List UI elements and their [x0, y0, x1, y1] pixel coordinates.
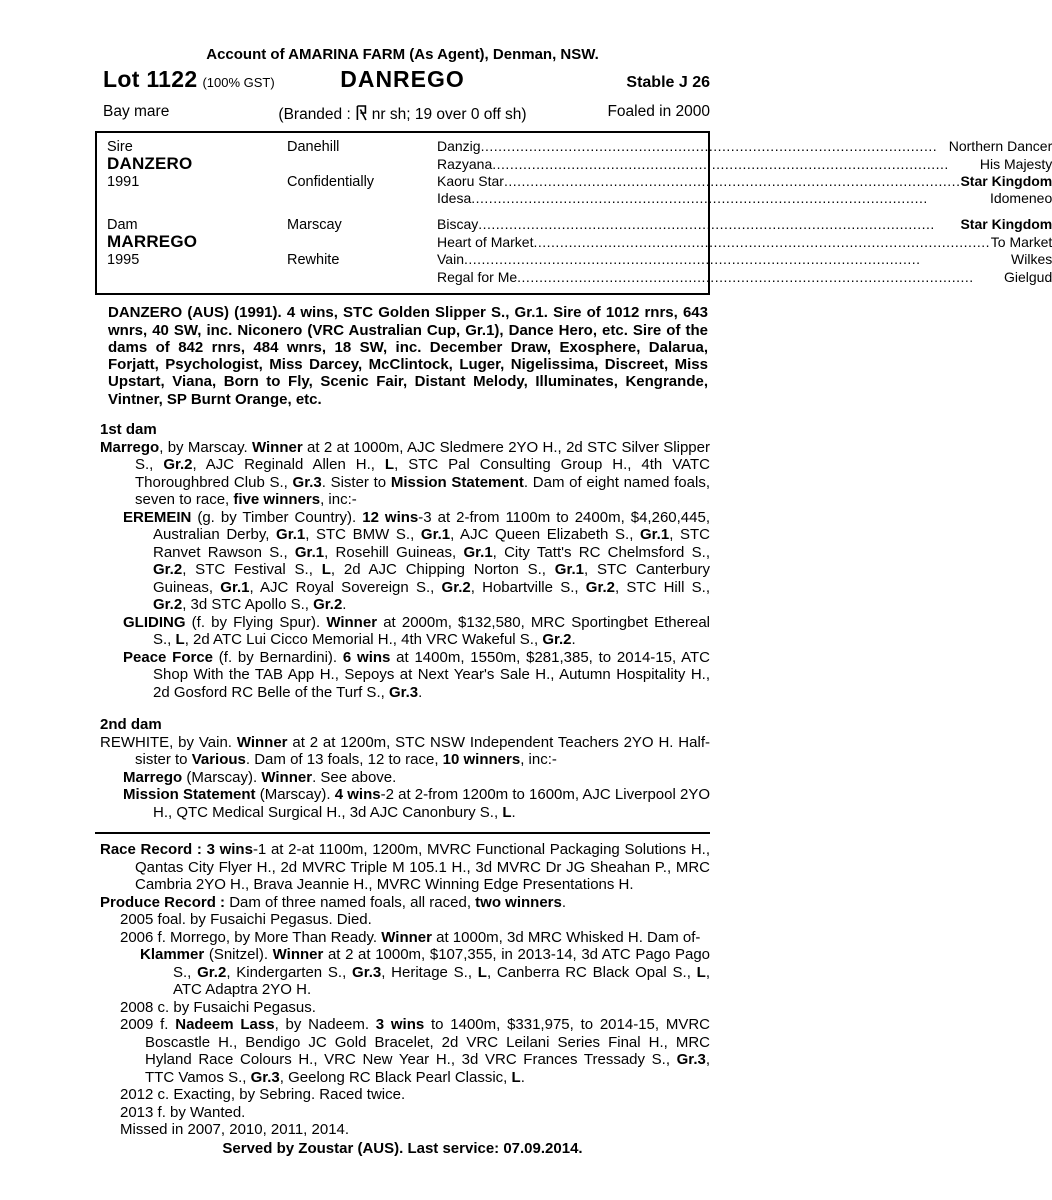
dam-dam: Rewhite [287, 252, 340, 269]
ancestor-name: Danzig [437, 137, 481, 154]
dam-year: 1995 [107, 252, 140, 269]
ancestor-row [437, 156, 1052, 174]
lot-header-row [95, 65, 710, 101]
ancestor-row [437, 173, 1052, 191]
produce-entry-2009: 2009 f. Nadeem Lass, by Nadeem. 3 wins to 1400m, $331,975, to 2014-15, MVRC Boscastle H., Bendigo JC Gold Bracelet, 2d VRC Leilani Series Final H., MRC Hyland Race Colours H., VRC New Year H., 3d VRC Frances Tressady S., Gr.3, TTC Vamos S., Gr.3, Geelong RC Black Pearl Classic, L. [120, 1016, 710, 1086]
ancestor-row [437, 269, 1052, 287]
race-record: Race Record : 3 wins-1 at 2-at 1100m, 1200m, MVRC Functional Packaging Solutions H., Qantas City Flyer H., 2d MVRC Triple M 105.1 H., 3d MVRC Dr JG Sheahan P., MRC Cambria 2YO H., Brava Jeannie H., MVRC Winning Edge Presentations H. [100, 841, 710, 894]
dam-label: Dam [107, 216, 138, 233]
brand-mark-icon [356, 105, 367, 121]
ancestor-parent: Northern Dancer [948, 137, 1052, 154]
first-dam-heading: 1st dam [100, 421, 157, 439]
colour-sex: Bay mare [103, 102, 170, 120]
horse-name: DANREGO [340, 65, 465, 92]
brand-prefix: (Branded : [278, 105, 351, 123]
section-divider [95, 832, 710, 834]
brand-suffix: nr sh; 19 over 0 off sh) [371, 105, 527, 123]
ancestor-name: Biscay [437, 215, 479, 232]
produce-entry-2005: 2005 foal. by Fusaichi Pegasus. Died. [120, 911, 372, 929]
ancestor-row [437, 251, 1052, 269]
foaled-year: Foaled in 2000 [607, 102, 710, 120]
dam-name: MARREGO [107, 232, 198, 252]
first-dam-peace-force: Peace Force (f. by Bernardini). 6 wins at 1400m, 1550m, $281,385, to 2014-15, ATC Shop With the TAB App H., Sepoys at Next Year's Sale H., Autumn Hospitality H., 2d Gosford RC Belle of the Turf S., Gr.3. [123, 648, 710, 701]
sire-summary: DANZERO (AUS) (1991). 4 wins, STC Golden Slipper S., Gr.1. Sire of 1012 rnrs, 643 wnrs, 40 SW, inc. Niconero (VRC Australian Cup, Gr.1), Dance Hero, etc. Sire of the dams of 842 rnrs, 484 wnrs, 18 SW, inc. December Draw, Exosphere, Dalarua, Forjatt, Psychologist, Miss Darcey, McClintock, Luger, Nigelissima, Discreet, Miss Upstart, Viana, Born to Fly, Scenic Fair, Distant Melody, Illuminates, Kengrande, Vintner, SP Burnt Orange, etc. [108, 304, 708, 408]
service-note: Served by Zoustar (AUS). Last service: 07.09.2014. [222, 1139, 583, 1157]
ancestor-name: Heart of Market [437, 234, 534, 251]
brand-description [278, 103, 526, 124]
ancestor-row [437, 216, 1052, 234]
leader-dots [533, 234, 990, 248]
leader-dots [464, 251, 1011, 265]
sire-label: Sire [107, 138, 133, 155]
sire-dam: Confidentially [287, 173, 375, 190]
stable-number: Stable J 26 [626, 73, 710, 91]
leader-dots [481, 138, 949, 152]
produce-entry-2012: 2012 c. Exacting, by Sebring. Raced twice. [120, 1086, 406, 1104]
ancestor-name: Vain [437, 251, 464, 268]
ancestor-parent: Wilkes [1011, 251, 1052, 268]
ancestor-parent: Idomeneo [989, 190, 1052, 207]
sire-sire: Danehill [287, 138, 340, 155]
ancestor-parent: His Majesty [979, 156, 1052, 173]
ancestor-parent: To Market [990, 234, 1052, 251]
sire-year: 1991 [107, 173, 140, 190]
ancestor-row [437, 234, 1052, 252]
pedigree-table [95, 131, 1052, 296]
ancestor-row [437, 190, 1052, 208]
ancestor-parent: Gielgud [1003, 268, 1052, 285]
lot-left [103, 65, 275, 92]
second-dam-mission-statement: Mission Statement (Marscay). 4 wins-2 at 2-from 1200m to 1600m, AJC Liverpool 2YO H., QTC Medical Surgical H., 3d AJC Canonbury S., L. [123, 786, 710, 821]
description-row [95, 103, 710, 125]
ancestor-name: Regal for Me [437, 268, 518, 285]
ancestor-name: Razyana [437, 156, 493, 173]
ancestor-name: Kaoru Star [437, 172, 504, 189]
ancestor-parent: Star Kingdom [960, 172, 1052, 189]
ancestor-parent: Star Kingdom [960, 215, 1052, 232]
produce-entry-klammer: Klammer (Snitzel). Winner at 2 at 1000m, $107,355, in 2013-14, 3d ATC Pago Pago S., Gr.2, Kindergarten S., Gr.3, Heritage S., L, Canberra RC Black Opal S., L, ATC Adaptra 2YO H. [140, 946, 711, 999]
produce-entry-2013: 2013 f. by Wanted. [120, 1103, 246, 1121]
first-dam-gliding: GLIDING (f. by Flying Spur). Winner at 2000m, $132,580, MRC Sportingbet Ethereal S., L, 2d ATC Lui Cicco Memorial H., 4th VRC Wakeful S., Gr.2. [123, 613, 710, 649]
second-dam-heading: 2nd dam [100, 716, 162, 734]
leader-dots [517, 269, 1004, 283]
sire-name: DANZERO [107, 154, 193, 174]
ancestor-row [437, 138, 1052, 156]
dam-sire: Marscay [287, 216, 342, 233]
produce-entry-missed: Missed in 2007, 2010, 2011, 2014. [120, 1121, 350, 1139]
leader-dots [471, 190, 990, 204]
first-dam-eremein: EREMEIN (g. by Timber Country). 12 wins-3 at 2-from 1100m to 2400m, $4,260,445, Australian Derby, Gr.1, STC BMW S., Gr.1, AJC Queen Elizabeth S., Gr.1, STC Ranvet Rawson S., Gr.1, Rosehill Guineas, Gr.1, City Tatt's RC Chelmsford S., Gr.2, STC Festival S., L, 2d AJC Chipping Norton S., Gr.1, STC Canterbury Guineas, Gr.1, AJC Royal Sovereign S., Gr.2, Hobartville S., Gr.2, STC Hill S., Gr.2, 3d STC Apollo S., Gr.2. [123, 508, 710, 614]
second-dam-marrego: Marrego (Marscay). Winner. See above. [123, 768, 397, 786]
gst-note: (100% GST) [202, 74, 275, 90]
ancestor-name: Idesa [437, 190, 472, 207]
second-dam-rewhite: REWHITE, by Vain. Winner at 2 at 1200m, STC NSW Independent Teachers 2YO H. Half-sister to Various. Dam of 13 foals, 12 to race, 10 winners, inc:- [100, 733, 710, 769]
produce-record-intro: Produce Record : Dam of three named foals, all raced, two winners. [100, 893, 567, 911]
first-dam-marrego: Marrego, by Marscay. Winner at 2 at 1000m, AJC Sledmere 2YO H., 2d STC Silver Slipper S., Gr.2, AJC Reginald Allen H., L, STC Pal Consulting Group H., 4th VATC Thoroughbred Club S., Gr.3. Sister to Mission Statement. Dam of eight named foals, seven to race, five winners, inc:- [100, 438, 710, 509]
produce-entry-2008: 2008 c. by Fusaichi Pegasus. [120, 998, 316, 1016]
produce-entry-2006: 2006 f. Morrego, by More Than Ready. Winner at 1000m, 3d MRC Whisked H. Dam of- [120, 928, 701, 946]
account-line: Account of AMARINA FARM (As Agent), Denman, NSW. [206, 46, 599, 63]
leader-dots [492, 156, 980, 170]
leader-dots [504, 173, 961, 187]
lot-number: Lot 1122 [103, 65, 198, 92]
leader-dots [478, 216, 960, 230]
